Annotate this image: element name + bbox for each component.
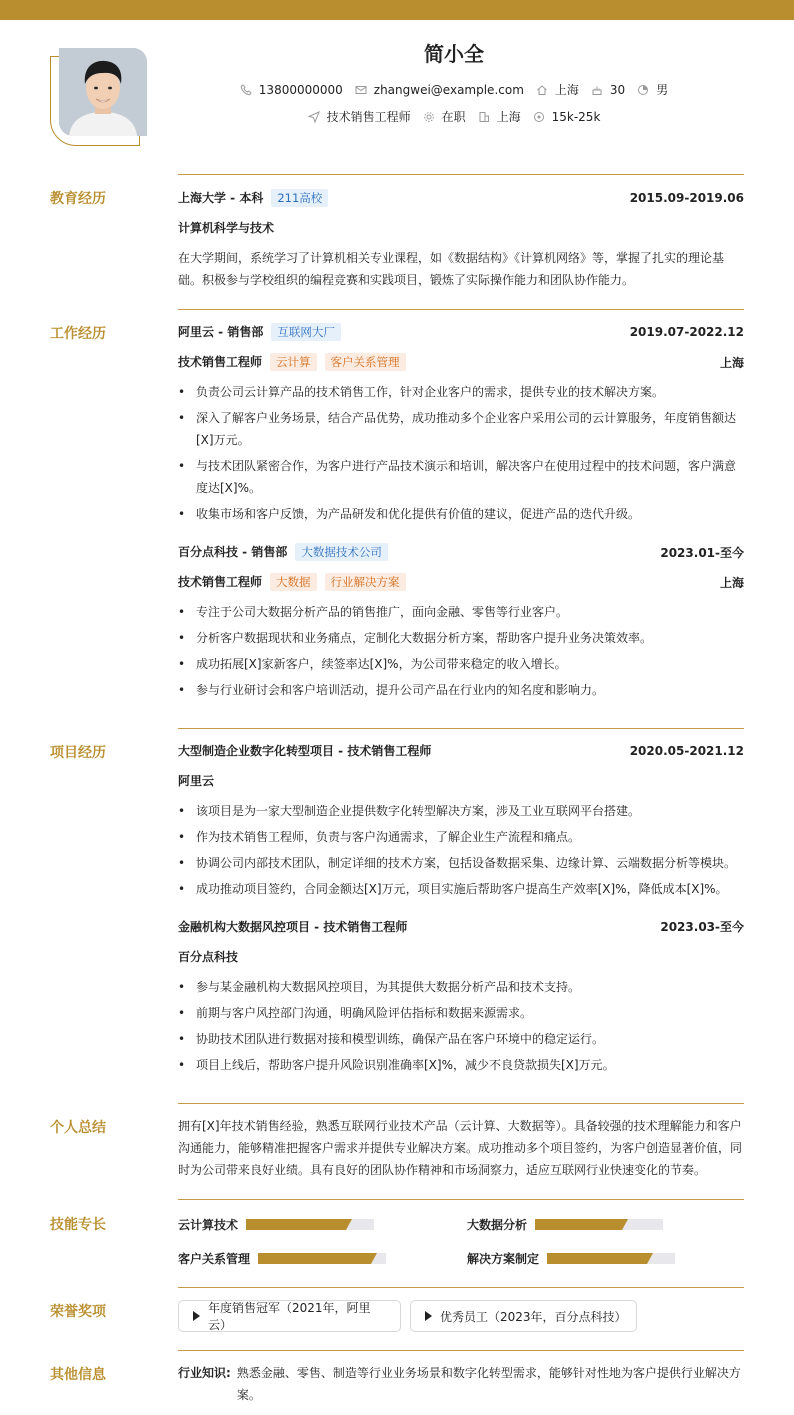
skill-item xyxy=(467,1216,663,1233)
skill-name: 解决方案制定 xyxy=(467,1252,540,1266)
project-org-row xyxy=(178,948,744,965)
list-item: • 分析客户数据现状和业务痛点，定制化大数据分析方案，帮助客户提升业务决策效率。 xyxy=(178,627,744,649)
mail-icon xyxy=(355,84,367,96)
contact-row xyxy=(178,81,730,98)
skill-tag: 客户关系管理 xyxy=(325,353,406,371)
section-title-other: 其他信息 xyxy=(50,1367,106,1383)
company-name: 百分点科技 - 销售部 xyxy=(178,545,288,559)
work-period: 2019.07-2022.12 xyxy=(629,325,744,339)
skill-bar xyxy=(535,1219,663,1230)
list-item: • 项目上线后，帮助客户提升风险识别准确率[X]%，减少不良贷款损失[X]万元。 xyxy=(178,1054,744,1076)
section-title-project: 项目经历 xyxy=(50,745,106,761)
divider xyxy=(178,1350,744,1351)
divider xyxy=(178,174,744,175)
list-item: • 专注于公司大数据分析产品的销售推广，面向金融、零售等行业客户。 xyxy=(178,601,744,623)
work-header xyxy=(178,323,744,341)
position-text: 技术销售工程师 xyxy=(326,110,411,124)
gender-text: 男 xyxy=(656,83,669,97)
salary-text: 15k-25k xyxy=(551,109,601,124)
work-header xyxy=(178,543,744,561)
company-name: 阿里云 - 销售部 xyxy=(178,325,264,339)
skill-bar xyxy=(246,1219,374,1230)
project-period: 2023.03-至今 xyxy=(660,920,744,934)
list-item: • 成功推动项目签约，合同金额达[X]万元，项目实施后帮助客户提高生产效率[X]%，降低成本[X]%。 xyxy=(178,878,744,900)
phone-icon xyxy=(240,84,252,96)
gender-icon xyxy=(637,84,649,96)
age-text: 30 xyxy=(609,82,626,97)
divider xyxy=(178,309,744,310)
honor-text: 优秀员工（2023年，百分点科技） xyxy=(440,1309,627,1324)
work-role-row xyxy=(178,353,744,371)
email-text: zhangwei@example.com xyxy=(373,82,524,97)
skill-bar-fill xyxy=(246,1219,346,1230)
honor-text: 年度销售冠军（2021年，阿里云） xyxy=(208,1301,371,1332)
summary-text: 拥有[X]年技术销售经验，熟悉互联网行业技术产品（云计算、大数据等）。具备较强的技术理解能力和客户沟通能力，能够精准把握客户需求并提供专业解决方案。成功推动多个项目签约，为客户创造显著价值，同时为公司带来良好业绩。具有良好的团队协作精神和市场洞察力，适应互联网行业快速变化的节奏。 xyxy=(178,1119,743,1177)
skill-tag: 行业解决方案 xyxy=(325,573,406,591)
education-header xyxy=(178,189,744,207)
project-org: 阿里云 xyxy=(178,774,215,788)
skill-bar-fill xyxy=(547,1253,647,1264)
section-title-education: 教育经历 xyxy=(50,191,106,207)
email-info xyxy=(355,83,524,97)
list-item: • 协助技术团队进行数据对接和模型训练，确保产品在客户环境中的稳定运行。 xyxy=(178,1028,744,1050)
list-item: • 深入了解客户业务场景，结合产品优势，成功推动多个企业客户采用公司的云计算服务，年度销售额达[X]万元。 xyxy=(178,407,744,451)
work-city: 上海 xyxy=(719,575,744,590)
location-info xyxy=(536,81,579,98)
phone-info xyxy=(240,83,343,97)
skill-name: 云计算技术 xyxy=(178,1218,239,1232)
work-city: 上海 xyxy=(719,355,744,370)
honor-item xyxy=(178,1300,401,1332)
skill-name: 客户关系管理 xyxy=(178,1252,251,1266)
list-item: • 参与行业研讨会和客户培训活动，提升公司产品在行业内的知名度和影响力。 xyxy=(178,679,744,701)
status-info xyxy=(423,108,466,125)
divider xyxy=(178,728,744,729)
skill-item xyxy=(178,1250,386,1267)
project-title: 金融机构大数据风控项目 - 技术销售工程师 xyxy=(178,920,408,934)
section-title-skills: 技能专长 xyxy=(50,1217,106,1233)
project-title: 大型制造企业数字化转型项目 - 技术销售工程师 xyxy=(178,744,432,758)
building-icon xyxy=(478,111,490,123)
gender-info xyxy=(637,81,668,98)
divider xyxy=(178,1287,744,1288)
divider xyxy=(178,1103,744,1104)
role-name: 技术销售工程师 xyxy=(178,355,263,369)
skill-item xyxy=(178,1216,374,1233)
skill-bar-fill xyxy=(258,1253,371,1264)
location-text: 上海 xyxy=(554,83,579,97)
school-tag: 211高校 xyxy=(271,189,328,207)
list-item: • 负责公司云计算产品的技术销售工作，针对企业客户的需求，提供专业的技术解决方案。 xyxy=(178,381,744,403)
home-icon xyxy=(536,84,548,96)
candidate-name: 简小全 xyxy=(424,42,484,66)
section-title-honors: 荣誉奖项 xyxy=(50,1304,106,1320)
city-text: 上海 xyxy=(496,110,521,124)
skill-tag: 云计算 xyxy=(270,353,317,371)
education-description: 在大学期间，系统学习了计算机相关专业课程，如《数据结构》《计算机网络》等，掌握了扎实的理论基础。积极参与学校组织的编程竞赛和实践项目，锻炼了实际操作能力和团队协作能力。 xyxy=(178,251,725,287)
city-info xyxy=(478,108,521,125)
role-name: 技术销售工程师 xyxy=(178,575,263,589)
honor-item xyxy=(410,1300,637,1332)
school-name: 上海大学 - 本科 xyxy=(178,191,264,205)
cake-icon xyxy=(591,84,603,96)
other-text: 熟悉金融、零售、制造等行业业务场景和数字化转型需求，能够针对性地为客户提供行业解决方案。 xyxy=(236,1366,741,1402)
project-header xyxy=(178,918,744,935)
skill-bar-fill xyxy=(535,1219,622,1230)
money-icon xyxy=(533,111,545,123)
list-item: • 该项目是为一家大型制造企业提供数字化转型解决方案，涉及工业互联网平台搭建。 xyxy=(178,800,744,822)
other-label: 行业知识: xyxy=(178,1366,231,1380)
list-item: • 前期与客户风控部门沟通，明确风险评估指标和数据来源需求。 xyxy=(178,1002,744,1024)
work-period: 2023.01-至今 xyxy=(660,545,744,560)
skill-tag: 大数据 xyxy=(270,573,317,591)
skill-item xyxy=(467,1250,675,1267)
phone-text: 13800000000 xyxy=(258,82,343,97)
skill-bar xyxy=(547,1253,675,1264)
divider xyxy=(178,1199,744,1200)
age-info xyxy=(591,83,625,97)
list-item: • 参与某金融机构大数据风控项目，为其提供大数据分析产品和技术支持。 xyxy=(178,976,744,998)
position-info xyxy=(308,108,411,125)
play-icon xyxy=(193,1311,200,1321)
list-item: • 与技术团队紧密合作，为客户进行产品技术演示和培训，解决客户在使用过程中的技术问题，客户满意度达[X]%。 xyxy=(178,455,744,499)
other-info xyxy=(178,1362,744,1406)
list-item: • 成功拓展[X]家新客户，续签率达[X]%，为公司带来稳定的收入增长。 xyxy=(178,653,744,675)
top-accent-bar xyxy=(0,0,794,20)
work-role-row xyxy=(178,573,744,591)
company-tag: 互联网大厂 xyxy=(271,323,341,341)
list-item: • 作为技术销售工程师，负责与客户沟通需求，了解企业生产流程和痛点。 xyxy=(178,826,744,848)
project-org-row xyxy=(178,772,744,789)
play-icon xyxy=(425,1311,432,1321)
section-title-work: 工作经历 xyxy=(50,326,106,342)
project-period: 2020.05-2021.12 xyxy=(629,743,744,758)
section-title-summary: 个人总结 xyxy=(50,1120,106,1136)
skill-bar xyxy=(258,1253,386,1264)
project-org: 百分点科技 xyxy=(178,950,239,964)
company-tag: 大数据技术公司 xyxy=(295,543,388,561)
skill-name: 大数据分析 xyxy=(467,1218,528,1232)
send-icon xyxy=(308,111,320,123)
list-item: • 协调公司内部技术团队，制定详细的技术方案，包括设备数据采集、边缘计算、云端数据分析等模块。 xyxy=(178,852,744,874)
status-text: 在职 xyxy=(441,110,466,124)
major-name: 计算机科学与技术 xyxy=(178,221,275,235)
job-intent-row xyxy=(178,108,730,125)
list-item: • 收集市场和客户反馈，为产品研发和优化提供有价值的建议，促进产品的迭代升级。 xyxy=(178,503,744,525)
salary-info xyxy=(533,110,601,124)
major-row xyxy=(178,219,744,236)
project-header xyxy=(178,742,744,759)
gear-icon xyxy=(423,111,435,123)
education-period: 2015.09-2019.06 xyxy=(629,191,744,205)
